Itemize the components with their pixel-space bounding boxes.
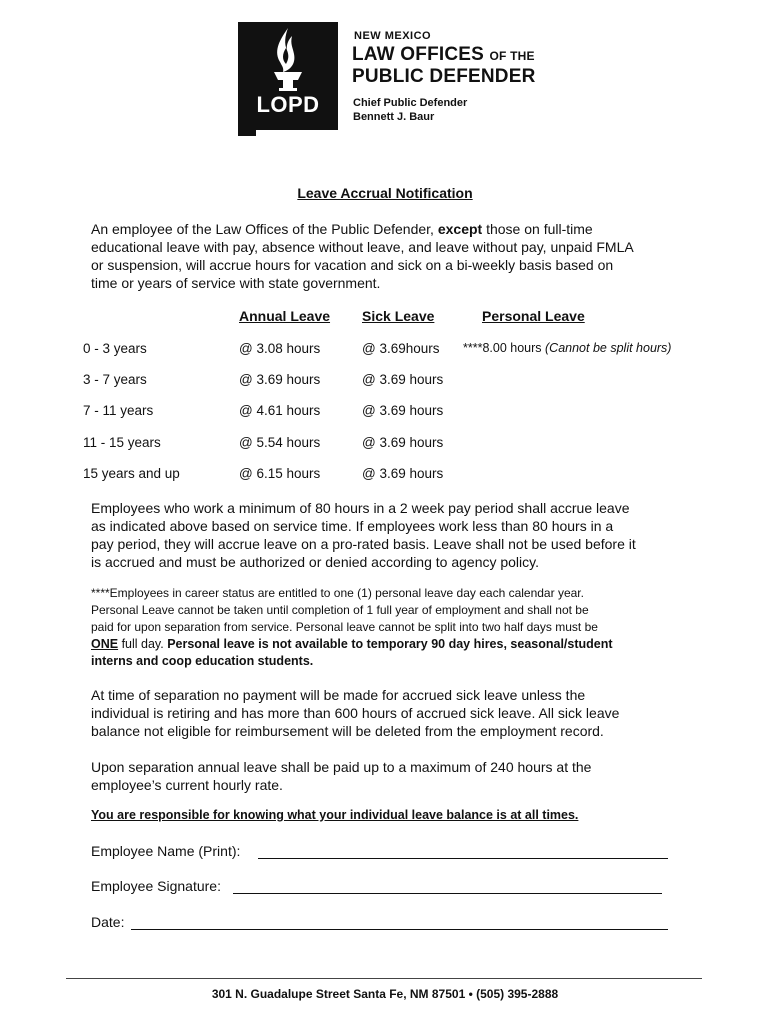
new-mexico-torch-icon: [238, 22, 338, 136]
min-hours-paragraph: [91, 499, 691, 571]
personal-leave-note: [91, 585, 691, 670]
min-hours-line4: is accrued and must be authorized or denied according to agency policy.: [91, 554, 540, 570]
header-annual-leave: Annual Leave: [239, 308, 331, 324]
org-name-line2: PUBLIC DEFENDER: [352, 66, 536, 87]
employee-name-field[interactable]: [258, 858, 668, 859]
row-annual: @ 3.69 hours: [239, 372, 321, 387]
row-sick: @ 3.69hours: [362, 341, 440, 356]
row-annual: @ 5.54 hours: [239, 435, 321, 450]
intro-before: An employee of the Law Offices of the Public Defender,: [91, 221, 438, 237]
row-years: 15 years and up: [83, 466, 180, 481]
note-line3: paid for upon separation from service. Personal leave cannot be split into two half days must be: [91, 620, 598, 634]
employee-signature-field[interactable]: [233, 893, 662, 894]
logo-text: LOPD: [256, 92, 320, 117]
org-name-line1: [352, 44, 535, 66]
employee-signature-label: Employee Signature:: [91, 878, 221, 894]
row-annual: @ 3.08 hours: [239, 341, 321, 356]
intro-line2: educational leave with pay, absence without leave, and leave without pay, unpaid FMLA: [91, 239, 634, 255]
row-sick: @ 3.69 hours: [362, 372, 444, 387]
sep-annual-line1: Upon separation annual leave shall be paid up to a maximum of 240 hours at the: [91, 759, 592, 775]
note-line1: ****Employees in career status are entitled to one (1) personal leave day each calendar year.: [91, 586, 584, 600]
row-sick: @ 3.69 hours: [362, 466, 444, 481]
separation-annual-paragraph: [91, 758, 691, 794]
row-personal-note: (Cannot be split hours): [545, 341, 672, 355]
row-years: 7 - 11 years: [83, 403, 154, 418]
lopd-logo: [238, 22, 338, 136]
sep-annual-line2: employee’s current hourly rate.: [91, 777, 283, 793]
footer-address: 301 N. Guadalupe Street Santa Fe, NM 87501 • (505) 395-2888: [211, 987, 559, 1001]
row-personal: [463, 341, 671, 355]
intro-paragraph: [91, 220, 691, 292]
min-hours-line3: pay period, they will accrue leave on a pro-rated basis. Leave shall not be used before it: [91, 536, 636, 552]
row-annual: @ 6.15 hours: [239, 466, 321, 481]
header-personal-leave: Personal Leave: [482, 308, 585, 324]
intro-line4: time or years of service with state government.: [91, 275, 381, 291]
note-line4-mid: full day.: [118, 637, 168, 651]
row-annual: @ 4.61 hours: [239, 403, 321, 418]
org-state: NEW MEXICO: [354, 30, 432, 42]
org-name-main: LAW OFFICES: [352, 44, 485, 65]
row-years: 0 - 3 years: [83, 341, 147, 356]
employee-name-label: Employee Name (Print):: [91, 843, 241, 859]
date-label: Date:: [91, 914, 125, 930]
note-line2: Personal Leave cannot be taken until completion of 1 full year of employment and shall not be: [91, 603, 589, 617]
min-hours-line2: as indicated above based on service time. If employees work less than 80 hours in a: [91, 518, 614, 534]
row-sick: @ 3.69 hours: [362, 403, 444, 418]
row-years: 3 - 7 years: [83, 372, 147, 387]
org-name-small: OF THE: [489, 49, 535, 63]
intro-line3: or suspension, will accrue hours for vacation and sick on a bi-weekly basis based on: [91, 257, 614, 273]
sep-sick-line3: balance not eligible for reimbursement will be deleted from the employment record.: [91, 723, 604, 739]
responsibility-statement: You are responsible for knowing what your individual leave balance is at all times.: [91, 808, 579, 822]
note-line4-bold: Personal leave is not available to temporary 90 day hires, seasonal/student: [167, 637, 613, 651]
min-hours-line1: Employees who work a minimum of 80 hours in a 2 week pay period shall accrue leave: [91, 500, 630, 516]
sep-sick-line1: At time of separation no payment will be made for accrued sick leave unless the: [91, 687, 586, 703]
sep-sick-line2: individual is retiring and has more than 600 hours of accrued sick leave. All sick leave: [91, 705, 620, 721]
note-one: ONE: [91, 637, 119, 651]
row-sick: @ 3.69 hours: [362, 435, 444, 450]
footer-divider: [66, 978, 702, 979]
header-sick-leave: Sick Leave: [362, 308, 435, 324]
separation-sick-paragraph: [91, 686, 691, 740]
row-personal-hours: ****8.00 hours: [463, 341, 542, 355]
intro-after: those on full-time: [482, 221, 593, 237]
chief-title: Chief Public Defender: [353, 97, 468, 109]
note-line5-bold: interns and coop education students.: [91, 654, 314, 668]
row-years: 11 - 15 years: [83, 435, 161, 450]
chief-name: Bennett J. Baur: [353, 111, 435, 123]
date-field[interactable]: [131, 929, 668, 930]
intro-bold: except: [437, 221, 483, 237]
document-title: Leave Accrual Notification: [297, 185, 473, 201]
